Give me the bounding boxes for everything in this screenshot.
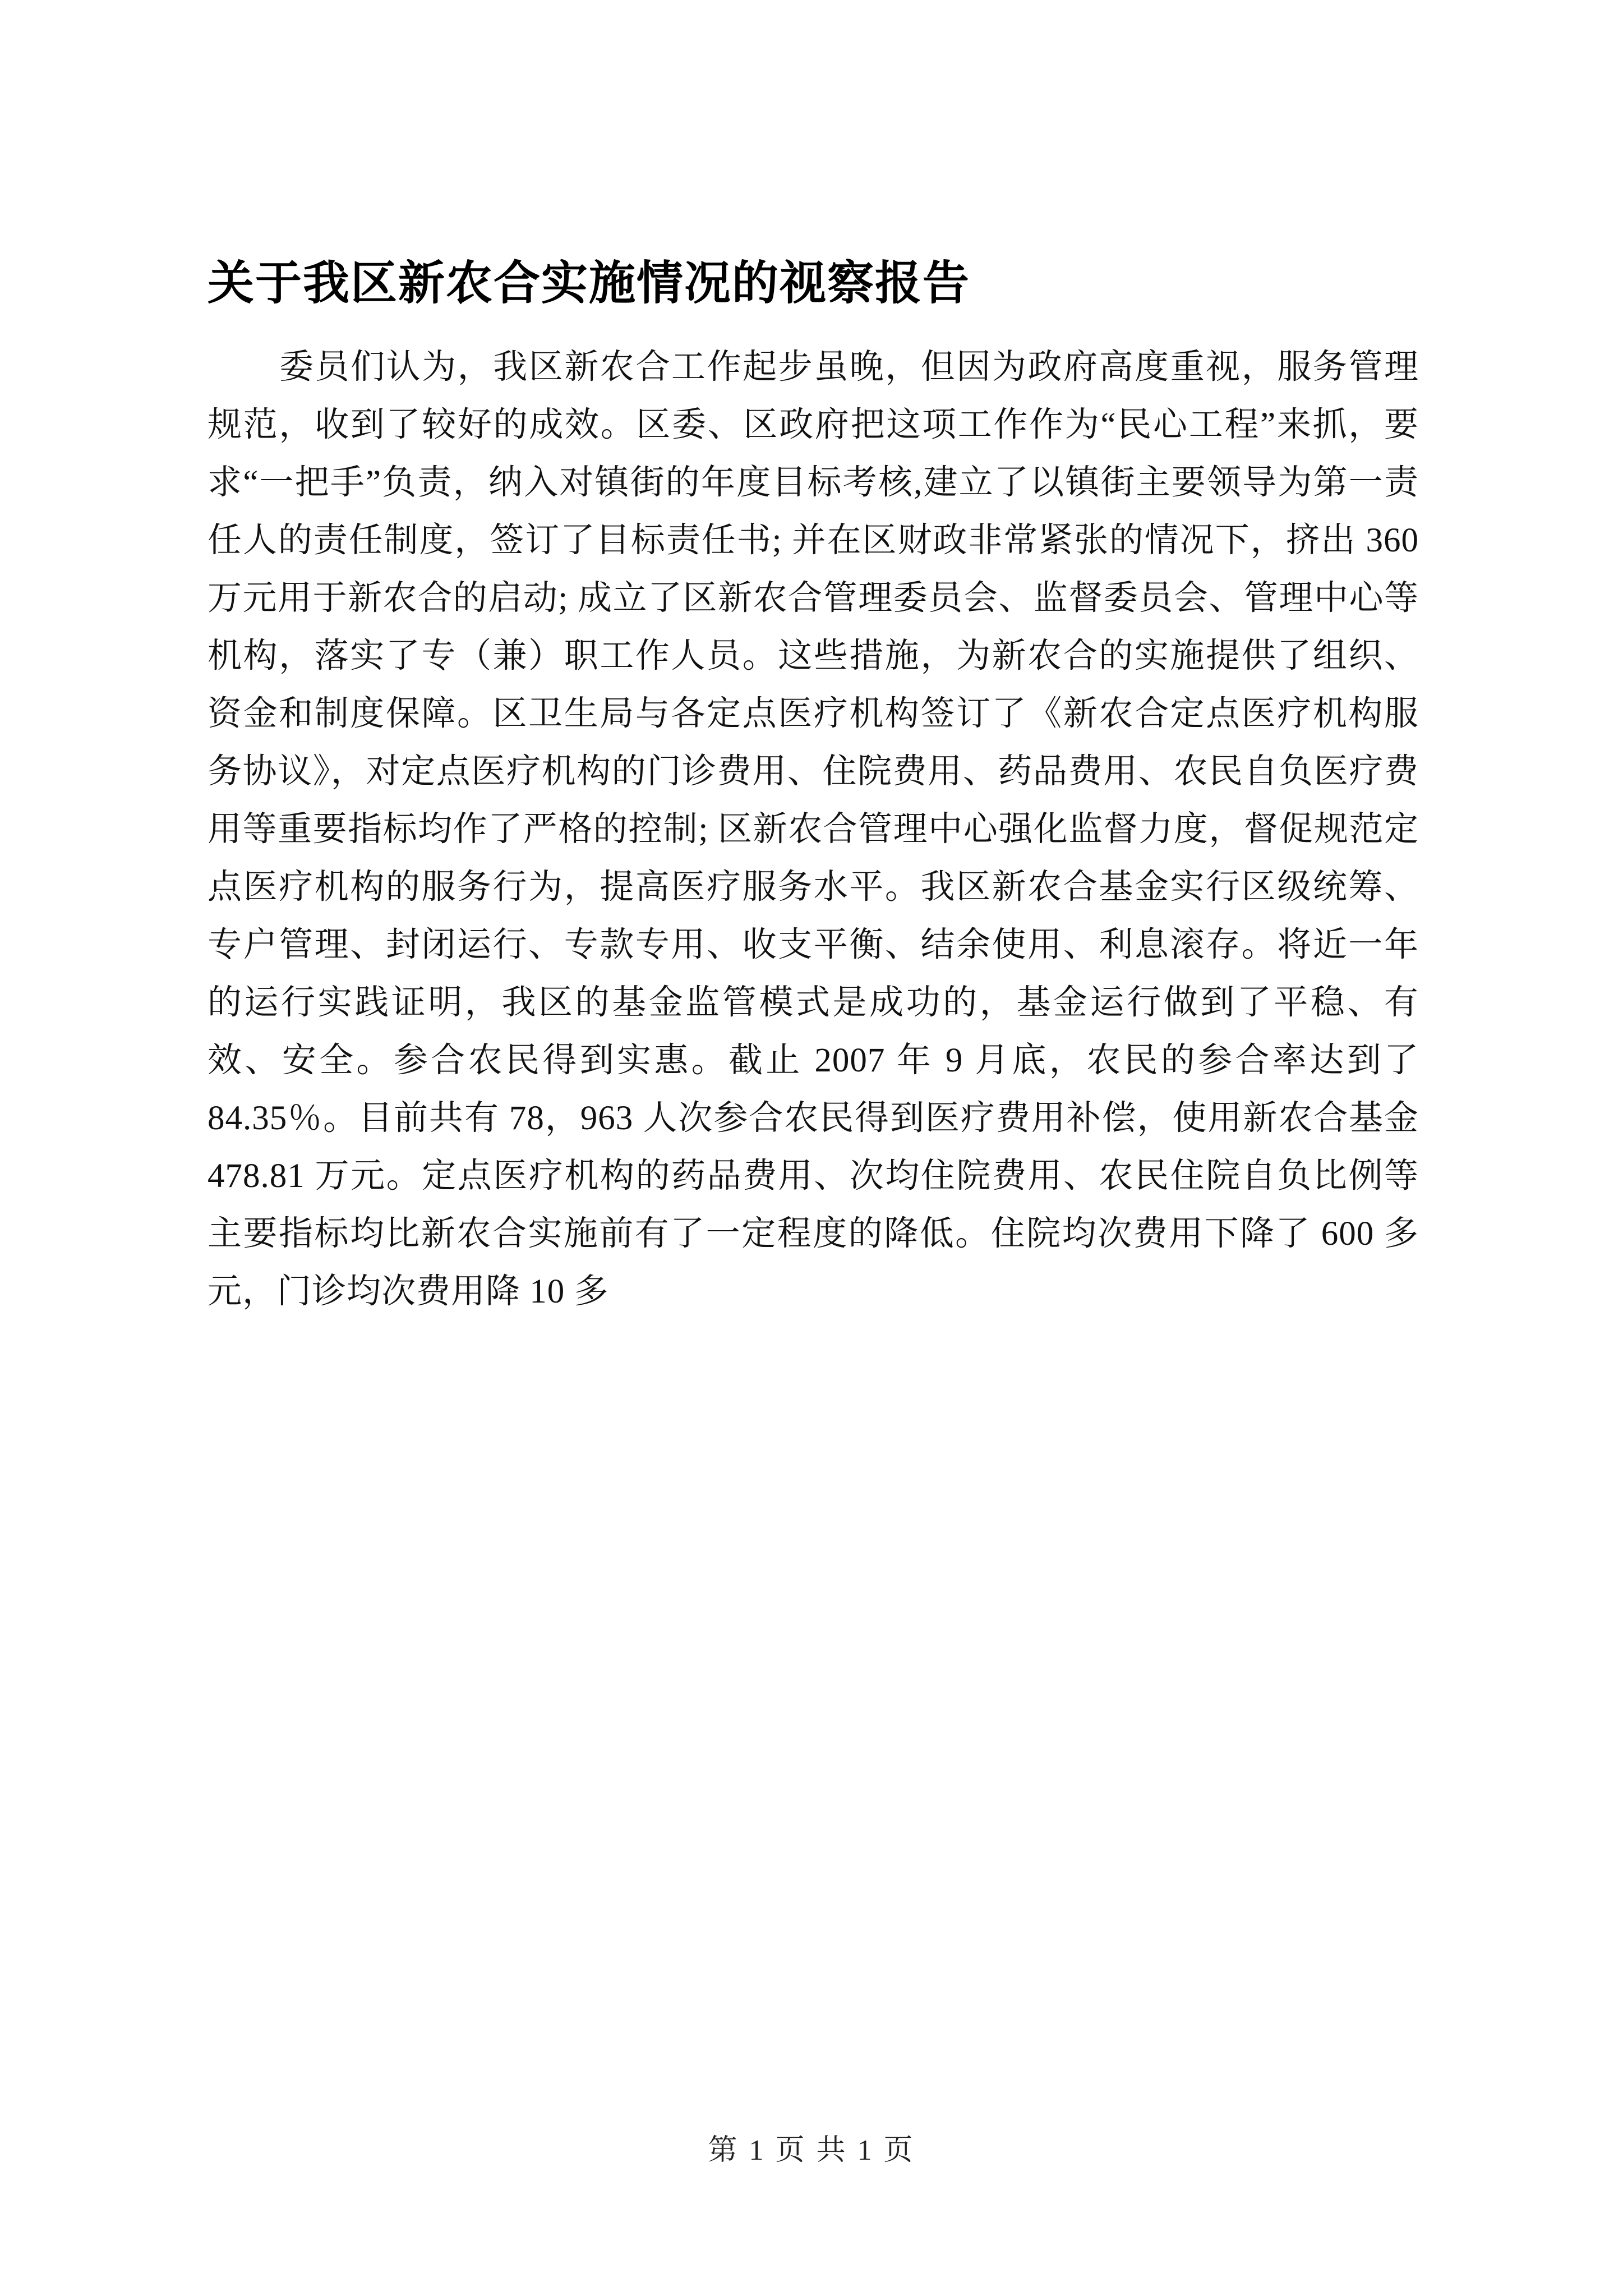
document-body <box>208 338 1419 1320</box>
document-content <box>208 255 1419 1320</box>
page-title: 关于我区新农合实施情况的视察报告 <box>208 255 970 310</box>
body-paragraph: 委员们认为，我区新农合工作起步虽晚，但因为政府高度重视，服务管理规范，收到了较好的成效。区委、区政府把这项工作作为“民心工程”来抓，要求“一把手”负责，纳入对镇街的年度目标考核,建立了以镇街主要领导为第一责任人的责任制度，签订了目标责任书; 并在区财政非常紧张的情况下，挤出 360 万元用于新农合的启动; 成立了区新农合管理委员会、监督委员会、管理中心等机构，落实了专（兼）职工作人员。这些措施，为新农合的实施提供了组织、资金和制度保障。区卫生局与各定点医疗机构签订了《新农合定点医疗机构服务协议》，对定点医疗机构的门诊费用、住院费用、药品费用、农民自负医疗费用等重要指标均作了严格的控制; 区新农合管理中心强化监督力度，督促规范定点医疗机构的服务行为，提高医疗服务水平。我区新农合基金实行区级统筹、专户管理、封闭运行、专款专用、收支平衡、结余使用、利息滚存。将近一年的运行实践证明，我区的基金监管模式是成功的，基金运行做到了平稳、有效、安全。参合农民得到实惠。截止 2007 年 9 月底，农民的参合率达到了 84.35％。目前共有 78，963 人次参合农民得到医疗费用补偿，使用新农合基金 478.81 万元。定点医疗机构的药品费用、次均住院费用、农民住院自负比例等主要指标均比新农合实施前有了一定程度的降低。住院均次费用下降了 600 多元，门诊均次费用降 10 多 <box>208 348 1419 1310</box>
page-indicator: 第 1 页 共 1 页 <box>708 2134 915 2166</box>
page-footer <box>0 2126 1623 2168</box>
